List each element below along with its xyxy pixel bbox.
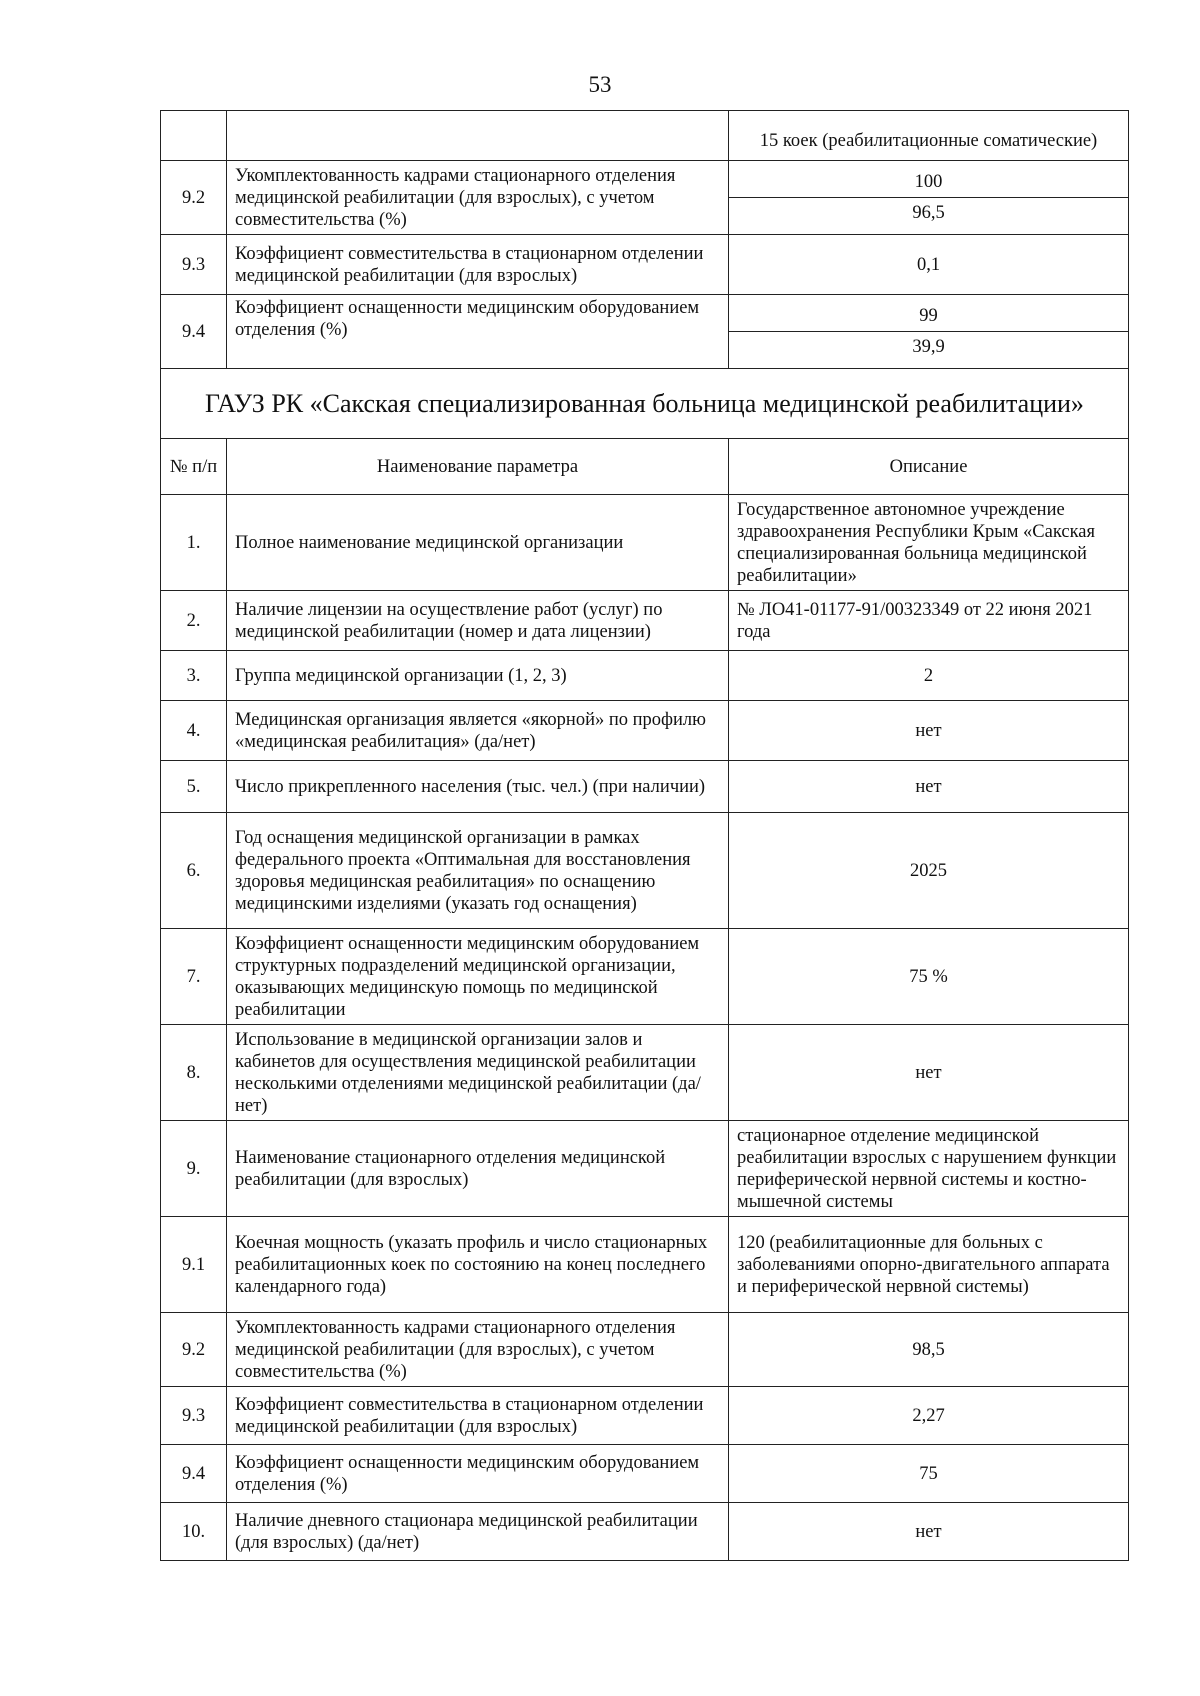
row-number-cell: 1. [161, 495, 227, 591]
split-values [729, 167, 1128, 228]
header-description: Описание [729, 439, 1129, 495]
row-number-cell: 6. [161, 813, 227, 929]
value-cell: нет [729, 1503, 1129, 1561]
value-cell: 0,1 [729, 235, 1129, 295]
row-number-cell [161, 111, 227, 161]
table-row [161, 111, 1129, 161]
value-cell [729, 295, 1129, 369]
table-row [161, 701, 1129, 761]
row-number-cell: 10. [161, 1503, 227, 1561]
row-number-cell: 9.4 [161, 1445, 227, 1503]
value-cell: 2025 [729, 813, 1129, 929]
document-table-wrapper [160, 110, 1128, 1561]
parameter-name-cell: Коэффициент оснащенности медицинским оборудованием отделения (%) [227, 1445, 729, 1503]
parameter-name-cell: Группа медицинской организации (1, 2, 3) [227, 651, 729, 701]
row-number-cell: 8. [161, 1025, 227, 1121]
value-primary: 99 [919, 306, 938, 326]
parameter-name-cell: Наименование стационарного отделения медицинской реабилитации (для взрослых) [227, 1121, 729, 1217]
value-cell: 2 [729, 651, 1129, 701]
header-row [161, 439, 1129, 495]
parameter-name-cell: Использование в медицинской организации залов и кабинетов для осуществления медицинской реабилитации несколькими отделениями медицинской реабилитации (да/нет) [227, 1025, 729, 1121]
split-values [729, 301, 1128, 362]
parameter-name-cell: Наличие лицензии на осуществление работ (услуг) по медицинской реабилитации (номер и дата лицензии) [227, 591, 729, 651]
value-cell: нет [729, 1025, 1129, 1121]
row-number-cell: 5. [161, 761, 227, 813]
table-row [161, 591, 1129, 651]
value-cell: 75 [729, 1445, 1129, 1503]
value-cell: 2,27 [729, 1387, 1129, 1445]
table-row [161, 1503, 1129, 1561]
value-cell: нет [729, 701, 1129, 761]
row-number-cell: 9.3 [161, 235, 227, 295]
row-number-cell: 9.2 [161, 1313, 227, 1387]
value-cell: 15 коек (реабилитационные соматические) [729, 111, 1129, 161]
table-row [161, 929, 1129, 1025]
value-cell: 75 % [729, 929, 1129, 1025]
header-number: № п/п [161, 439, 227, 495]
value-primary: 100 [914, 172, 943, 192]
row-number-cell: 9.3 [161, 1387, 227, 1445]
row-number-cell: 7. [161, 929, 227, 1025]
parameter-name-cell: Укомплектованность кадрами стационарного отделения медицинской реабилитации (для взрослых), с учетом совместительства (%) [227, 161, 729, 235]
table-row [161, 235, 1129, 295]
table-row [161, 761, 1129, 813]
table-row [161, 1121, 1129, 1217]
parameter-name-cell: Коечная мощность (указать профиль и число стационарных реабилитационных коек по состоянию на конец последнего календарного года) [227, 1217, 729, 1313]
value-secondary: 96,5 [729, 198, 1128, 229]
parameters-table [160, 110, 1129, 1561]
row-number-cell: 9.4 [161, 295, 227, 369]
page-number: 53 [588, 72, 612, 97]
table-row [161, 495, 1129, 591]
parameter-name-cell: Число прикрепленного населения (тыс. чел.) (при наличии) [227, 761, 729, 813]
parameter-name-cell: Коэффициент совместительства в стационарном отделении медицинской реабилитации (для взрослых) [227, 1387, 729, 1445]
parameter-name-cell [227, 111, 729, 161]
organization-title-row [161, 369, 1129, 439]
row-number-cell: 4. [161, 701, 227, 761]
parameter-name-cell: Коэффициент оснащенности медицинским оборудованием структурных подразделений медицинской организации, оказывающих медицинскую помощь по медицинской реабилитации [227, 929, 729, 1025]
table-row [161, 1313, 1129, 1387]
table-row [161, 813, 1129, 929]
parameter-name-cell: Коэффициент оснащенности медицинским оборудованием отделения (%) [227, 295, 729, 369]
value-cell: 120 (реабилитационные для больных с заболеваниями опорно-двигательного аппарата и периферической нервной системы) [729, 1217, 1129, 1313]
table-row [161, 1217, 1129, 1313]
table-row [161, 295, 1129, 369]
table-row [161, 1445, 1129, 1503]
value-cell: № ЛО41-01177-91/00323349 от 22 июня 2021 года [729, 591, 1129, 651]
parameter-name-cell: Коэффициент совместительства в стационарном отделении медицинской реабилитации (для взрослых) [227, 235, 729, 295]
value-cell: Государственное автономное учреждение здравоохранения Республики Крым «Сакская специализированная больница медицинской реабилитации» [729, 495, 1129, 591]
parameter-name-cell: Медицинская организация является «якорной» по профилю «медицинская реабилитация» (да/нет) [227, 701, 729, 761]
value-secondary: 39,9 [729, 332, 1128, 363]
value-cell: стационарное отделение медицинской реабилитации взрослых с нарушением функции периферической нервной системы и костно-мышечной системы [729, 1121, 1129, 1217]
value-cell: нет [729, 761, 1129, 813]
parameter-name-cell: Укомплектованность кадрами стационарного отделения медицинской реабилитации (для взрослых), с учетом совместительства (%) [227, 1313, 729, 1387]
parameter-name-cell: Наличие дневного стационара медицинской реабилитации (для взрослых) (да/нет) [227, 1503, 729, 1561]
row-number-cell: 9.2 [161, 161, 227, 235]
table-row [161, 1387, 1129, 1445]
row-number-cell: 9.1 [161, 1217, 227, 1313]
parameter-name-cell: Год оснащения медицинской организации в рамках федерального проекта «Оптимальная для восстановления здоровья медицинская реабилитация» по оснащению медицинскими изделиями (указать год оснащения) [227, 813, 729, 929]
table-row [161, 651, 1129, 701]
row-number-cell: 9. [161, 1121, 227, 1217]
row-number-cell: 2. [161, 591, 227, 651]
row-number-cell: 3. [161, 651, 227, 701]
table-row [161, 1025, 1129, 1121]
organization-title: ГАУЗ РК «Сакская специализированная больница медицинской реабилитации» [161, 369, 1129, 439]
table-row [161, 161, 1129, 235]
header-parameter-name: Наименование параметра [227, 439, 729, 495]
parameter-name-cell: Полное наименование медицинской организации [227, 495, 729, 591]
value-cell: 98,5 [729, 1313, 1129, 1387]
value-cell [729, 161, 1129, 235]
